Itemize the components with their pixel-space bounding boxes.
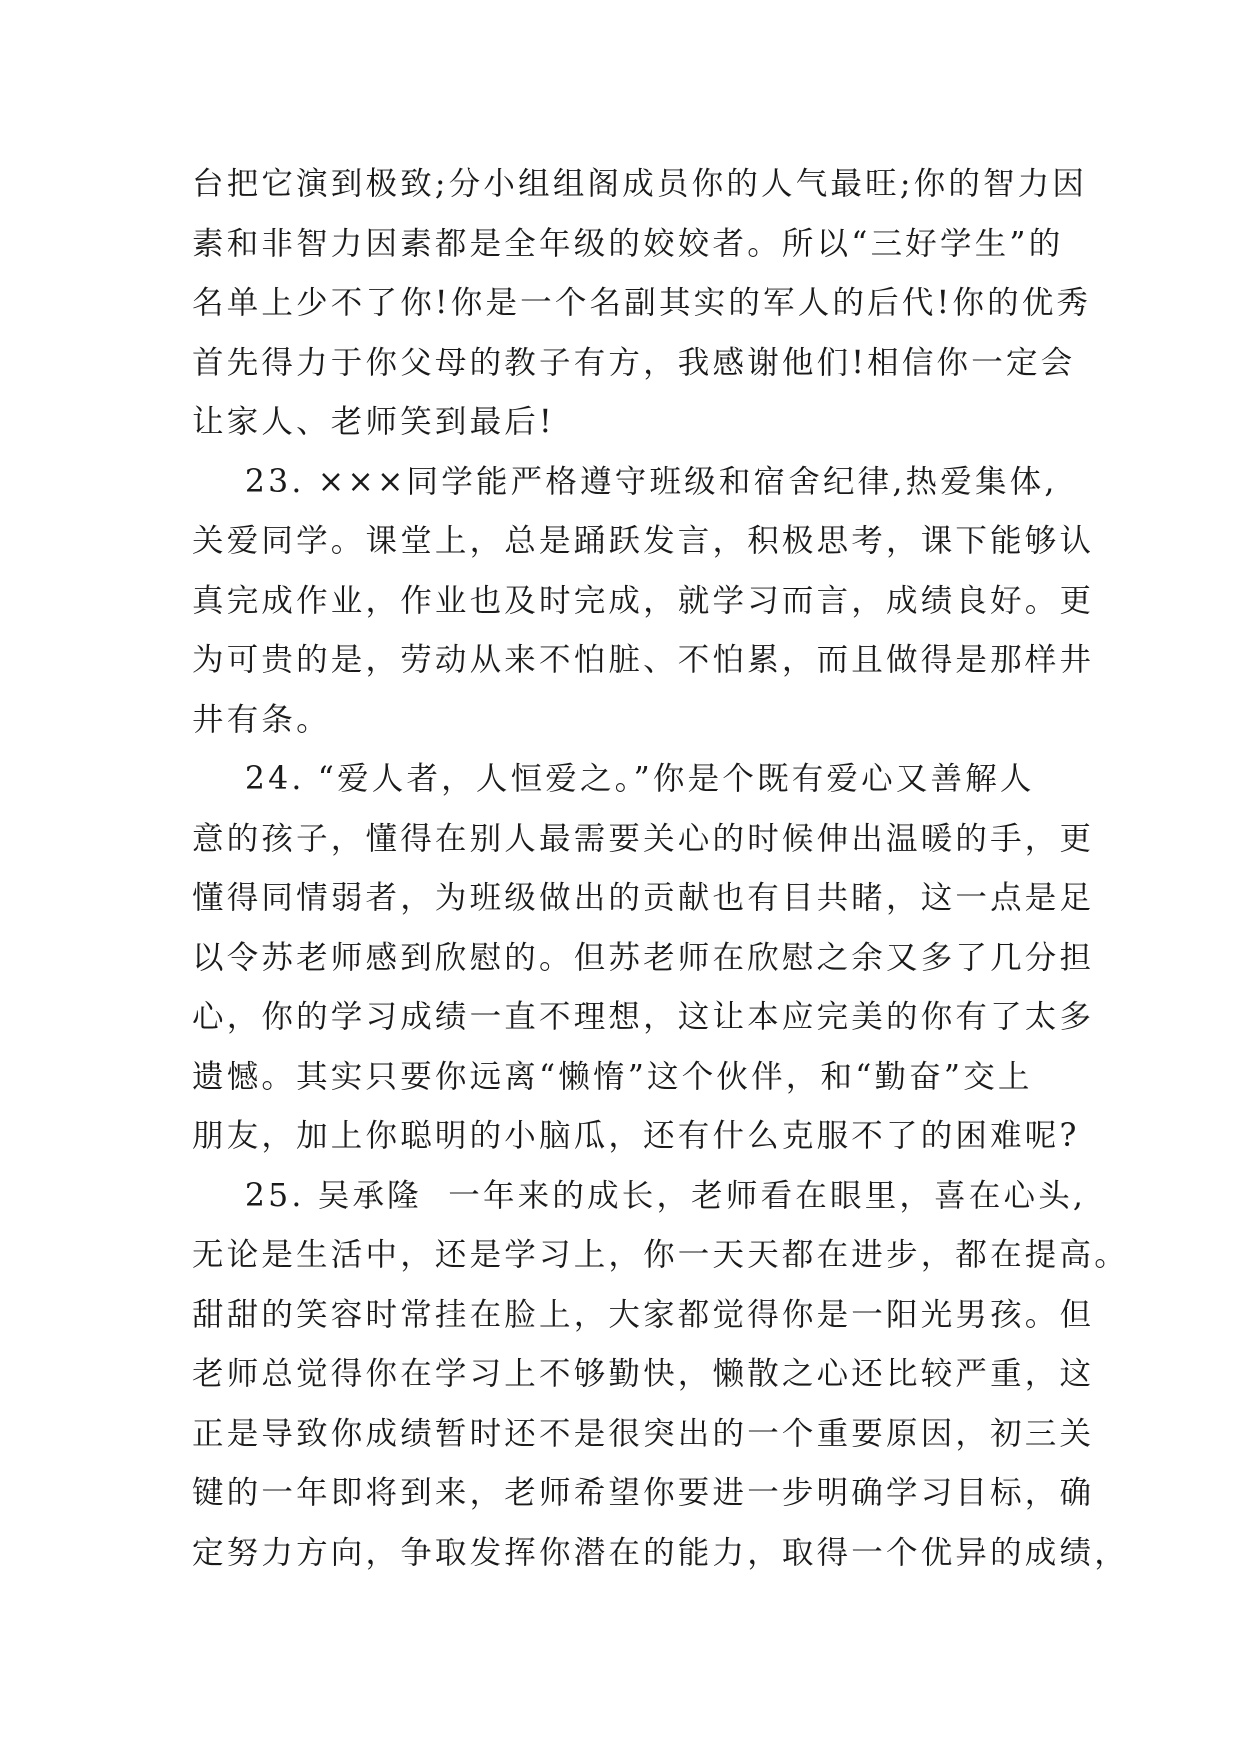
text-line: 井有条。: [192, 701, 331, 738]
text-line: 素和非智力因素都是全年级的姣姣者。所以“三好学生”的: [192, 225, 1064, 262]
text-line: 遗憾。其实只要你远离“懒惰”这个伙伴，和“勤奋”交上: [192, 1058, 1033, 1095]
text-line: 关爱同学。课堂上，总是踊跃发言，积极思考，课下能够认: [192, 523, 1095, 559]
text-line: 24. “爱人者，人恒爱之。”你是个既有爱心又善解人: [192, 761, 1035, 797]
text-line: 心，你的学习成绩一直不理想，这让本应完美的你有了太多: [192, 999, 1095, 1035]
text-line: 朋友，加上你聪明的小脑瓜，还有什么克服不了的困难呢?: [192, 1118, 1080, 1154]
document-body: [192, 155, 1129, 1583]
text-line: 懂得同情弱者，为班级做出的贡献也有目共睹，这一点是足: [192, 880, 1095, 916]
text-line: 老师总觉得你在学习上不够勤快，懒散之心还比较严重，这: [192, 1356, 1095, 1392]
text-line: 让家人、老师笑到最后!: [192, 404, 555, 440]
text-line: 以令苏老师感到欣慰的。但苏老师在欣慰之余又多了几分担: [192, 939, 1095, 976]
text-line: 23. ×××同学能严格遵守班级和宿舍纪律,热爱集体,: [192, 463, 1058, 500]
text-line: 台把它演到极致;分小组组阁成员你的人气最旺;你的智力因: [192, 166, 1088, 202]
text-line: 25. 吴承隆 一年来的成长，老师看在眼里，喜在心头,: [192, 1177, 1087, 1214]
text-line: 甜甜的笑容时常挂在脸上，大家都觉得你是一阳光男孩。但: [192, 1296, 1095, 1333]
text-line: 无论是生活中，还是学习上，你一天天都在进步，都在提高。: [192, 1237, 1129, 1273]
text-line: 首先得力于你父母的教子有方，我感谢他们!相信你一定会: [192, 344, 1076, 381]
text-line: 名单上少不了你!你是一个名副其实的军人的后代!你的优秀: [192, 285, 1092, 321]
text-line: 正是导致你成绩暂时还不是很突出的一个重要原因，初三关: [192, 1415, 1095, 1452]
text-line: 键的一年即将到来，老师希望你要进一步明确学习目标，确: [192, 1475, 1095, 1511]
text-line: 真完成作业，作业也及时完成，就学习而言，成绩良好。更: [192, 582, 1095, 619]
text-line: 为可贵的是，劳动从来不怕脏、不怕累，而且做得是那样井: [192, 642, 1095, 678]
text-line: 定努力方向，争取发挥你潜在的能力，取得一个优异的成绩，: [192, 1534, 1129, 1571]
text-line: 意的孩子，懂得在别人最需要关心的时候伸出温暖的手，更: [192, 820, 1095, 857]
